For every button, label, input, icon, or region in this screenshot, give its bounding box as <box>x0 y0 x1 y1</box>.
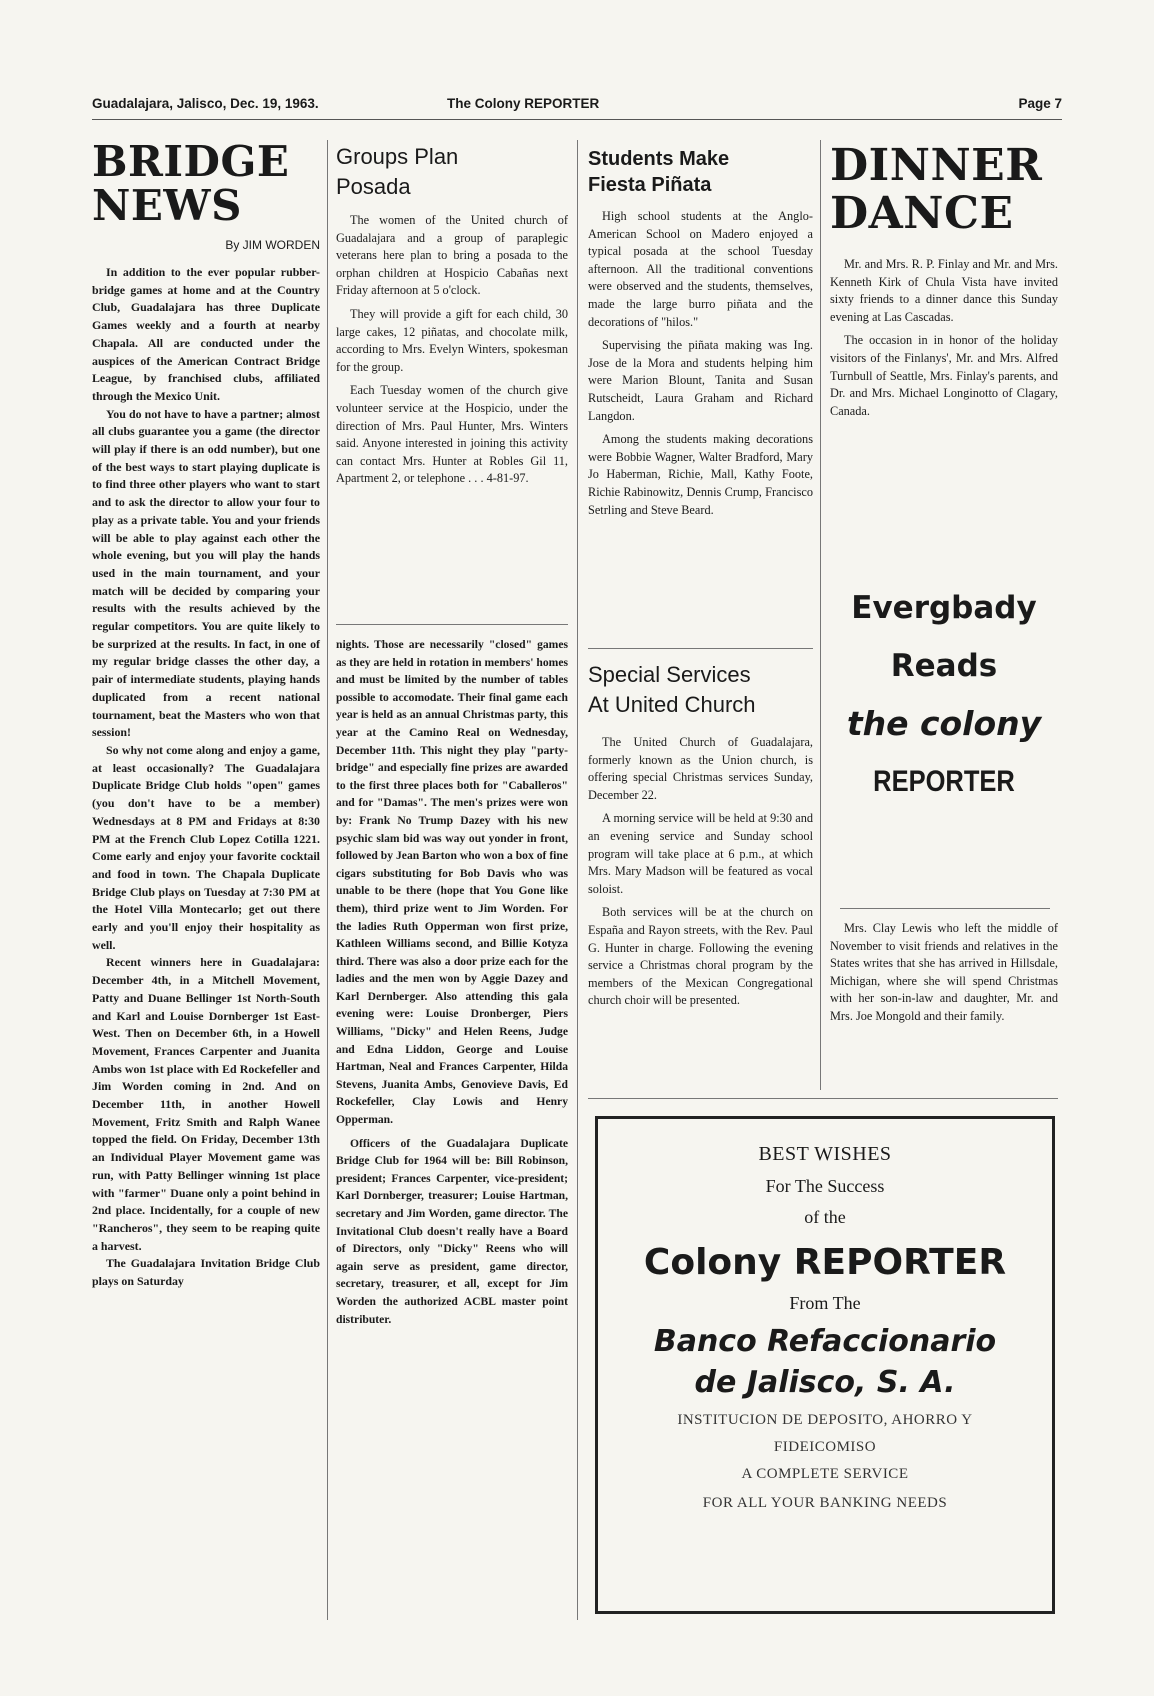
promo-line: REPORTER <box>873 765 1015 798</box>
page-header <box>92 96 1062 118</box>
paragraph: Recent winners here in Guadalajara: December 4th, in a Mitchell Movement, Patty and Duane Bellinger 1st North-South and Karl and Louise Dornberger 1st East-West. Then on December 6th, in a Howell Movement, Frances Carpenter and Juanita Ambs won 1st place with Ed Rockefeller and Jim Worden coming in 2nd. And on December 11th, in another Howell Movement, Fritz Smith and Ralph Wanee topped the field. On Friday, December 13th an Individual Player Movement game was run, with Patty Bellinger winning 1st place with "farmer" Duane only a point behind in 2nd place. Incidentally, for a couple of new "Rancheros", they seem to be reaping quite a harvest. <box>92 955 320 1253</box>
headline-line: At United Church <box>588 692 756 717</box>
bridge-news-title <box>92 137 320 230</box>
promo-line: Reads <box>890 648 998 684</box>
paragraph: So why not come along and enjoy a game, at least occasionally? The Guadalajara Duplicate Bridge Club holds "open" games (you don't have to be a member) Wednesdays at 8 PM and Fridays at 8:30 PM at the French Club Lopez Cotilla 1221. Come early and enjoy your favorite cocktail and food in town. The Chapala Duplicate Bridge Club plays on Tuesday at 7:30 PM at the Hotel Villa Montecarlo; get out there early and you'll enjoy their hospitality as well. <box>92 742 320 952</box>
newspaper-name: The Colony REPORTER <box>447 96 600 111</box>
paragraph: Both services will be at the church on España and Rayon streets, with the Rev. Paul G. Hunter in charge. Following the evening service a Christmas choral program by the members of the Mexican Congregational church choir will be presented. <box>588 905 813 1008</box>
headline-line: Fiesta Piñata <box>588 174 712 196</box>
ad-line: Banco Refaccionario <box>653 1324 997 1359</box>
ad-line: From The <box>789 1293 861 1313</box>
dinner-dance-title <box>830 142 1058 238</box>
reporter-promo <box>830 588 1058 802</box>
headline-line: DINNER <box>830 140 1043 191</box>
headline-line: Special Services <box>588 662 751 687</box>
paragraph: A morning service will be held at 9:30 and an evening service and Sunday school program will take place at 6 p.m., at which Mrs. Mary Madson will be featured as vocal soloist. <box>588 811 813 896</box>
ad-line: A COMPLETE SERVICE <box>741 1466 909 1482</box>
bridge-news-article <box>92 137 320 1291</box>
ad-line: For The Success <box>765 1176 885 1196</box>
headline-line: NEWS <box>92 181 242 230</box>
column-divider <box>577 140 578 1620</box>
dateline: Guadalajara, Jalisco, Dec. 19, 1963. <box>92 96 319 111</box>
column-divider <box>820 140 821 1090</box>
ad-line: FOR ALL YOUR BANKING NEEDS <box>702 1495 948 1511</box>
byline: By JIM WORDEN <box>225 238 320 252</box>
headline-line: DANCE <box>830 188 1014 239</box>
paragraph: Among the students making decorations were Bobbie Wagner, Walter Bradford, Mary Jo Haberman, Richie, Mall, Kathy Foote, Richie Rabinowitz, Dennis Crump, Francisco Setrling and Steve Beard. <box>588 432 813 517</box>
paragraph: High school students at the Anglo-American School on Madero enjoyed a typical posada at the school Tuesday afternoon. All the traditional conventions were observed and the students, themselves, made the large burro piñata and the decorations of "hilos." <box>588 209 813 329</box>
headline-line: Posada <box>336 174 411 199</box>
page-number: Page 7 <box>1018 96 1062 111</box>
pinata-article <box>588 146 813 519</box>
services-body <box>588 734 813 1010</box>
paragraph: Each Tuesday women of the church give volunteer service at the Hospicio, under the direction of Mrs. Paul Hunter, Mrs. Winters said. Anyone interested in joining this activity can contact Mrs. Hunter at Robles Gil 11, Apartment 2, or telephone . . . 4-81-97. <box>336 383 568 486</box>
services-title <box>588 660 813 720</box>
dinner-dance-body <box>830 256 1058 420</box>
paragraph: The Guadalajara Invitation Bridge Club plays on Saturday <box>92 1256 320 1289</box>
section-divider <box>588 1098 1058 1099</box>
paragraph: The women of the United church of Guadalajara and a group of paraplegic veterans here plan to bring a posada to the orphan children at Hospicio Cabañas next Friday afternoon at 5 o'clock. <box>336 213 568 298</box>
headline-line: Students Make <box>588 148 730 170</box>
ad-line: BEST WISHES <box>758 1143 892 1165</box>
ad-line: FIDEICOMISO <box>773 1439 877 1455</box>
section-divider <box>840 908 1050 909</box>
ad-line: INSTITUCION DE DEPOSITO, AHORRO Y <box>677 1412 973 1428</box>
paragraph: In addition to the ever popular rubber-bridge games at home and at the Country Club, Guadalajara has three Duplicate Games weekly and a fourth at nearby Chapala. All are conducted under the auspices of the American Contract Bridge League, by franchised clubs, affiliated through the Mexico Unit. <box>92 265 320 403</box>
posada-title <box>336 142 568 202</box>
paragraph: Supervising the piñata making was Ing. Jose de la Mora and students helping him were Marion Blount, Tanita and Susan Rutscheidt, Laura Graham and Richard Langdon. <box>588 338 813 423</box>
bridge-body <box>92 264 320 1291</box>
ad-line: of the <box>804 1207 846 1227</box>
paragraph: Officers of the Guadalajara Duplicate Bridge Club for 1964 will be: Bill Robinson, president; Frances Carpenter, vice-president; Karl Dornberger, treasurer; Louise Hartman, secretary and Jim Worden, game director. The Invitational Club doesn't really have a Board of Directors, only "Dicky" Reens who will again serve as president, game director, secretary, treasurer, et all, except for Jim Worden the authorized ACBL master point distributer. <box>336 1136 568 1326</box>
dinner-dance-article <box>830 142 1058 420</box>
paragraph: nights. Those are necessarily "closed" games as they are held in rotation in members' homes and must be limited by the number of tables possible to accomodate. Their final game each year is held as an annual Christmas party, this year at the Camino Real on Wednesday, December 11th. This night they play "party-bridge" and especially fine prizes are awarded to the first three places both for "Caballeros" and for "Damas". The men's prizes were won by: Frank No Trump Dazey with his new psychic slam bid was way out yonder in front, followed by Jean Barton who won a box of fine cigars substituting for Bob Davis who was unable to be there (hope that You Gone like them), third prize went to Jim Worden. For the ladies Ruth Opperman won first prize, Kathleen Williams second, and Billie Kotyza third. There was also a door prize each for the ladies and the men won by Aggie Dazey and Karl Dernberger. Also attending this gala evening were: Louise Dronberger, Piers Williams, "Dicky" and Helen Reens, Judge and Edna Liddon, George and Louise Hartman, Neal and Frances Carpenter, Hilda Stevens, Juanita Ambs, Genovieve Davis, Ed Rockefeller, Clay Lowis and Henry Opperman. <box>336 638 568 1127</box>
ad-line: Colony REPORTER <box>643 1242 1007 1283</box>
section-divider <box>588 648 813 649</box>
paragraph: Mr. and Mrs. R. P. Finlay and Mr. and Mrs. Kenneth Kirk of Chula Vista have invited sixty friends to a dinner dance this Sunday evening at Las Cascadas. <box>830 257 1058 324</box>
pinata-body <box>588 208 813 519</box>
paragraph: They will provide a gift for each child, 30 large cakes, 12 piñatas, and chocolate milk, according to Mrs. Evelyn Winters, spokesman for the group. <box>336 306 568 374</box>
paragraph: Mrs. Clay Lewis who left the middle of November to visit friends and relatives in the States writes that she has arrived in Hillsdale, Michigan, where she will spend Christmas with her son-in-law and daughter, Mr. and Mrs. Joe Mongold and their family. <box>830 921 1058 1023</box>
bank-advertisement <box>595 1116 1055 1614</box>
header-rule <box>92 119 1062 120</box>
promo-line: the colony <box>846 704 1042 743</box>
posada-body <box>336 212 568 488</box>
section-divider <box>336 624 568 625</box>
pinata-title <box>588 146 813 198</box>
posada-article <box>336 142 568 488</box>
promo-line: Evergbady <box>851 590 1037 626</box>
services-article <box>588 660 813 1010</box>
paragraph: You do not have to have a partner; almost all clubs guarantee you a game (the director will play if there is an odd number), but one of the best ways to start playing duplicate is to find three other players who want to start and to ask the director to allow your four to play as a private table. You and your friends will be able to play against each other the whole evening, but you will play the hands used in the main tournament, and your match will be decided by comparing your results with the results achieved by the regular competitors. You are quite likely to be surprized at the results. In fact, in one of my regular bridge classes the other day, a pair of intermediate students, playing hands duplicated from a recent national tournament, beat the Masters who won that session! <box>92 406 320 740</box>
headline-line: Groups Plan <box>336 144 459 169</box>
lewis-body <box>830 920 1058 1026</box>
paragraph: The occasion in in honor of the holiday visitors of the Finlanys', Mr. and Mrs. Alfred Turnbull of Seattle, Mrs. Finlay's parents, and Dr. and Mrs. Michael Longinotto of Clagary, Canada. <box>830 333 1058 418</box>
column-divider <box>327 140 328 1620</box>
bridge-continued-body <box>336 636 568 1328</box>
lewis-item <box>830 920 1058 1026</box>
bridge-continued <box>336 636 568 1328</box>
headline-line: BRIDGE <box>92 137 290 186</box>
ad-line: de Jalisco, S. A. <box>694 1365 956 1400</box>
paragraph: The United Church of Guadalajara, formerly known as the Union church, is offering special Christmas services Sunday, December 22. <box>588 735 813 802</box>
